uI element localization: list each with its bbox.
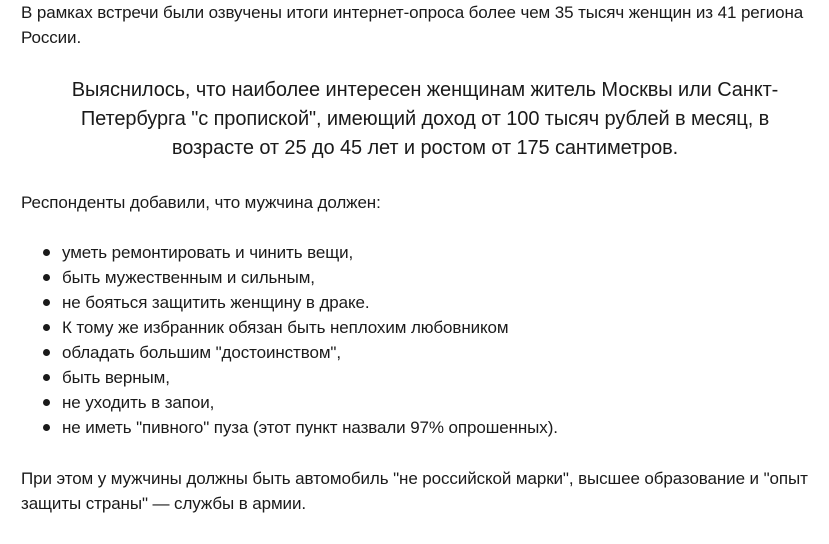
intro-paragraph: В рамках встречи были озвучены итоги интернет-опроса более чем 35 тысяч женщин из 41 региона России. [21, 3, 804, 47]
list-item-text: не иметь "пивного" пуза (этот пункт назвали 97% опрошенных). [62, 418, 558, 437]
list-item-text: быть верным, [62, 368, 170, 387]
lead-quote: Выяснилось, что наиболее интересен женщинам житель Москвы или Санкт-Петербурга "с пропиской", имеющий доход от 100 тысяч рублей в месяц, в возрасте от 25 до 45 лет и ростом от 175 сантиметров. [71, 79, 779, 159]
list-item [21, 340, 801, 365]
list-item [21, 265, 801, 290]
bullet-icon [43, 349, 50, 356]
bullet-icon [43, 424, 50, 431]
list-item-text: обладать большим "достоинством", [62, 343, 341, 362]
list-item [21, 415, 801, 440]
bullet-icon [43, 399, 50, 406]
list-item-text: не уходить в запои, [62, 393, 215, 412]
list-item [21, 240, 801, 265]
respondents-paragraph: Респонденты добавили, что мужчина должен: [21, 193, 381, 212]
bullet-icon [43, 274, 50, 281]
requirements-list [21, 240, 801, 440]
list-item [21, 365, 801, 390]
bullet-icon [43, 374, 50, 381]
list-item-text: уметь ремонтировать и чинить вещи, [62, 243, 354, 262]
outro-paragraph: При этом у мужчины должны быть автомобиль "не российской марки", высшее образование и "опыт защиты страны" — службы в армии. [21, 469, 808, 513]
list-item-text: К тому же избранник обязан быть неплохим любовником [62, 318, 509, 337]
list-item-text: быть мужественным и сильным, [62, 268, 315, 287]
bullet-icon [43, 324, 50, 331]
list-item-text: не бояться защитить женщину в драке. [62, 293, 370, 312]
list-item [21, 290, 801, 315]
list-item [21, 315, 801, 340]
list-item [21, 390, 801, 415]
bullet-icon [43, 249, 50, 256]
bullet-icon [43, 299, 50, 306]
